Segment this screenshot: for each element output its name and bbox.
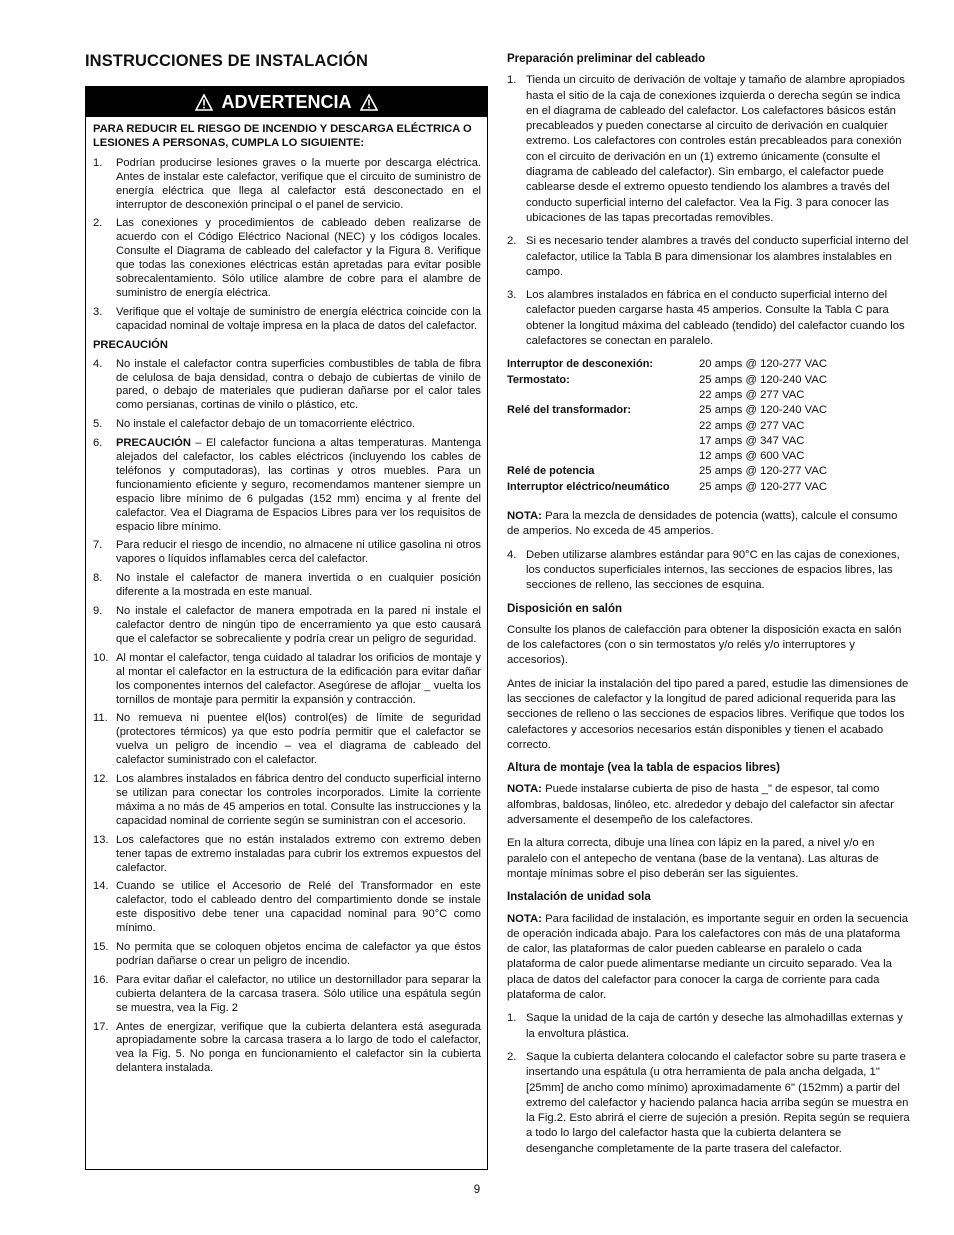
list-item-text: Las conexiones y procedimientos de cableado deben realizarse de acuerdo con el Código Eléctrico Nacional (NEC) y los códigos locales. Consulte el Diagrama de cableado del calefactor y la Figura 8. Verifique que todas las conexiones eléctricas están apretadas para evitar posible sobrecalentamiento. Sólo utilice alambre de cobre para el alambre de suministro de energía eléctrica. (116, 217, 481, 299)
rating-label (507, 388, 699, 403)
height-paragraph: En la altura correcta, dibuje una línea con lápiz en la pared, a nivel y/o en paralelo con el antepecho de ventana (base de la ventana). Las alturas de montaje mínimas sobre el piso deberán ser las siguientes. (507, 837, 879, 880)
rating-label: Interruptor de desconexión: (507, 358, 654, 371)
warning-box (85, 86, 488, 1170)
rating-value: 25 amps @ 120-240 VAC (699, 373, 828, 386)
list-item-number: 13. (93, 833, 109, 846)
list-item (93, 1021, 481, 1077)
list-item-text: Antes de energizar, verifique que la cubierta delantera está asegurada apropiadamente sobre la carcasa trasera a lo largo de todo el calefactor, vea la Fig. 5. No ponga en funcionamiento el calefactor sin la cubierta delantera instalada. (116, 1020, 481, 1075)
rating-label: Relé del transformador: (507, 404, 632, 417)
page-title: INSTRUCCIONES DE INSTALACIÓN (85, 52, 369, 70)
layout-paragraph-1: Consulte los planos de calefacción para obtener la disposición exacta en salón de los calefactores (con o sin termostatos y/o relés y/o interruptores y accesorios). (507, 623, 902, 667)
list-item (93, 306, 481, 334)
warning-body (86, 117, 487, 1076)
list-item (93, 773, 481, 829)
list-item-text: Para reducir el riesgo de incendio, no almacene ni utilice gasolina ni otros vapores o líquidos inflamables cerca del calefactor. (116, 539, 481, 566)
list-item-text: No instale el calefactor contra superficies combustibles de tabla de fibra de celulosa de baja densidad, contra o debajo de cubiertas de vinilo de pared, o debajo de materiales que pudieran dañarse por el calor tales como persianas, cortinas de vinilo o plástico, etc. (116, 357, 481, 412)
rating-value: 17 amps @ 347 VAC (699, 434, 805, 447)
nota-1: NOTA: Para la mezcla de densidades de potencia (watts), calcule el consumo de amperios. No exceda de 45 amperios. (507, 510, 898, 538)
list-item (93, 437, 481, 534)
warning-heading: ADVERTENCIA (221, 91, 352, 112)
list-item (93, 418, 481, 432)
rating-label (507, 419, 699, 434)
list-item-number: 6. (93, 437, 103, 450)
list-item-number: 2. (507, 235, 517, 248)
list-item (93, 157, 481, 213)
list-item (93, 712, 481, 768)
list-item-text: Los alambres instalados en fábrica en el conducto superficial interno del calefactor pueden cargarse hasta 45 amperios. Consulte la Tabla C para obtener la longitud máxima del cableado (tendido) del calefactor cuando los calefactores se conectan en paralelo. (526, 289, 905, 348)
list-item (507, 1011, 912, 1042)
list-item-number: 14. (93, 880, 109, 893)
warning-triangle-icon (360, 94, 378, 111)
rating-label (507, 449, 699, 464)
list-item-text: Tienda un circuito de derivación de voltaje y tamaño de alambre apropiados hasta el sitio de la caja de conexiones izquierda o derecha según se indica en el diagrama de cableado del calefactor. Los calefactores básicos están precableados y pueden conectarse al circuito de derivación en cualquier extremo. Los calefactores con controles están precableados para conexión con el circuito de derivación en un (1) extremo únicamente (consulte el diagrama de cableado del calefactor). Sin embargo, el calefactor puede cablearse desde el extremo opuesto tendiendo los alambres a través del conducto superficial interno del calefactor. Vea la Fig. 3 para conocer las ubicaciones de las tapas precortadas removibles. (526, 74, 905, 224)
list-item-text: No instale el calefactor debajo de un tomacorriente eléctrico. (116, 418, 416, 431)
list-item (93, 974, 481, 1016)
rating-value: 25 amps @ 120-240 VAC (699, 404, 828, 417)
page-number: 9 (473, 1184, 481, 1196)
list-item-text: No remueva ni puentee el(los) control(es) de límite de seguridad (protectores térmicos) ya que esto podría permitir que el calefactor se vuelva un peligro de incendio – vea el diagrama de cableado del calefactor suministrado con el calefactor. (116, 712, 481, 767)
list-item (93, 358, 481, 414)
list-item (93, 652, 481, 708)
list-item-number: 2. (507, 1050, 517, 1063)
list-item-number: 3. (507, 289, 517, 302)
list-item-number: 1. (507, 74, 517, 87)
list-item-body: – El calefactor funciona a altas temperaturas. Mantenga alejados del calefactor, los cables eléctricos (incluyendo los cables de teléfonos y computadoras), las cortinas y otros muebles. Para un funcionamiento eficiente y seguro, recomendamos mantener siempre un espacio libre mínimo de 6 pulgadas (152 mm) encima y al frente del calefactor. Vea el Diagrama de Espacios Libres para ver los requisitos de espacio libre mínimo. (116, 437, 481, 533)
rating-label: Relé de potencia (507, 465, 595, 478)
list-item-number: 3. (93, 305, 103, 318)
rating-value: 22 amps @ 277 VAC (699, 388, 805, 401)
list-item-text (116, 437, 481, 534)
list-item-text: Cuando se utilice el Accesorio de Relé del Transformador en este calefactor, todo el cableado dentro del compartimiento donde se instale este dispositivo debe tener una capacidad nominal para 90°C como mínimo. (116, 880, 481, 935)
list-item (93, 605, 481, 647)
left-column (85, 52, 489, 71)
right-column (507, 52, 912, 1165)
list-item-number: 9. (93, 605, 103, 618)
single-unit-heading: Instalación de unidad sola (507, 891, 651, 904)
height-heading: Altura de montaje (vea la tabla de espacios libres) (507, 762, 780, 775)
list-item-text: Al montar el calefactor, tenga cuidado al taladrar los orificios de montaje y al montar el calefactor en la estructura de la edificación para evitar dañar los componentes internos del calefactor. Asegúrese de aflojar _ vuelta los tornillos de montaje para permitir la expansión y contracción. (116, 651, 481, 706)
list-item-text: Podrían producirse lesiones graves o la muerte por descarga eléctrica. Antes de instalar este calefactor, verifique que el circuito de suministro de energía eléctrica que llega al calefactor está desconectado en el interruptor de desconexión principal o el panel de servicio. (116, 156, 481, 211)
list-item-number: 4. (93, 357, 103, 370)
list-item-text: Si es necesario tender alambres a través del conducto superficial interno del calefactor, utilice la Tabla B para dimensionar los alambres instalables en campo. (526, 235, 909, 278)
list-item (507, 288, 912, 349)
list-item-lead: PRECAUCIÓN (116, 437, 191, 450)
list-item (507, 234, 912, 280)
wiring-heading: Preparación preliminar del cableado (507, 53, 706, 65)
list-item-text: Saque la unidad de la caja de cartón y deseche las almohadillas externas y la envoltura plástica. (526, 1012, 903, 1040)
list-item-text: Verifique que el voltaje de suministro de energía eléctrica coincide con la capacidad nominal de voltaje impresa en la placa de datos del calefactor. (116, 305, 481, 332)
list-item-number: 16. (93, 973, 109, 986)
list-item-number: 5. (93, 418, 103, 431)
list-item (93, 834, 481, 876)
layout-heading: Disposición en salón (507, 602, 623, 615)
list-item-number: 1. (93, 156, 103, 169)
list-item-text: No permita que se coloquen objetos encima de calefactor ya que éstos podrían dañarse o crear un peligro de incendio. (116, 941, 481, 967)
list-item-number: 15. (93, 941, 109, 954)
list-item (507, 73, 912, 226)
rating-value: 22 amps @ 277 VAC (699, 419, 805, 432)
list-item (93, 572, 481, 600)
warning-triangle-icon (195, 94, 213, 111)
layout-paragraph-2: Antes de iniciar la instalación del tipo pared a pared, estudie las dimensiones de las secciones de calefactor y la longitud de pared adicional requerida para las secciones de relleno o las secciones de espacios libres. Verifique que todos los calefactores y accesorios necesarios están disponibles y tienen el acabado correcto. (507, 677, 909, 751)
ratings-table (507, 357, 912, 495)
precaution-list (93, 358, 481, 1077)
list-item-text: Saque la cubierta delantera colocando el calefactor sobre su parte trasera e insertando una espátula (u otra herramienta de pala ancha delgada, 1" [25mm] de ancho como mínimo) aproximadamente 6" (152mm) a partir del extremo del calefactor y haciendo palanca hacia arriba según se muestra en la Fig.2. Esto abrirá el cierre de sujeción a presión. Repita según se requiera a todo lo largo del calefactor hasta que la cubierta delantera se desenganche completamente de la parte trasera del calefactor. (526, 1050, 910, 1155)
wiring-list (507, 73, 912, 349)
list-item-number: 1. (507, 1012, 517, 1025)
warning-list (93, 157, 481, 334)
list-item-number: 17. (93, 1020, 109, 1033)
list-item (93, 539, 481, 567)
list-item-number: 11. (93, 712, 108, 725)
list-item (93, 880, 481, 936)
wiring-item-4: 4. Deben utilizarse alambres estándar para 90°C en las cajas de conexiones, los conductos superficiales internos, las secciones de espacios libres, las secciones de relleno, las secciones de esquina. (507, 548, 900, 592)
list-item (93, 217, 481, 300)
nota-3: NOTA: Para facilidad de instalación, es importante seguir en orden la secuencia de operación indicada abajo. Para los calefactores con más de una plataforma de calor, las plataformas de calor pueden cablearse en paralelo o cada plataforma de calor puede alimentarse mediante un circuito separado. Vea la placa de datos del calefactor para conocer la carga de corriente para cada plataforma de calor. (507, 912, 909, 1002)
rating-value: 25 amps @ 120-277 VAC (699, 480, 828, 493)
list-item-number: 12. (93, 773, 109, 786)
list-item-number: 2. (93, 217, 103, 230)
list-item-number: 7. (93, 539, 103, 552)
list-item-text: No instale el calefactor de manera invertida o en cualquier posición diferente a la mostrada en este manual. (116, 572, 481, 599)
list-item-text: Los calefactores que no están instalados extremo con extremo deben tener tapas de extremo instaladas para cubrir los extremos expuestos del calefactor. (116, 833, 481, 874)
rating-value: 12 amps @ 600 VAC (699, 450, 805, 463)
rating-label: Termostato: (507, 373, 570, 386)
list-item (507, 1050, 912, 1157)
single-unit-list (507, 1011, 912, 1157)
warning-intro: PARA REDUCIR EL RIESGO DE INCENDIO Y DESCARGA ELÉCTRICA O LESIONES A PERSONAS, CUMPLA LO SIGUIENTE: (93, 123, 472, 149)
list-item (93, 941, 481, 969)
nota-2: NOTA: Puede instalarse cubierta de piso de hasta _" de espesor, tal como alfombras, baldosas, linóleo, etc. alrededor y debajo del calefactor sin afectar adversamente el desempeño de los calefactores. (507, 783, 894, 827)
warning-header (86, 87, 487, 117)
list-item-text: Los alambres instalados en fábrica dentro del conducto superficial interno se utilizan para conectar los controles incorporados. Limite la corriente máxima a no más de 45 amperios en total. Consulte las instrucciones y la capacidad nominal de corriente según se suministran con el accesorio. (116, 773, 481, 827)
rating-value: 25 amps @ 120-277 VAC (699, 465, 828, 478)
rating-value: 20 amps @ 120-277 VAC (699, 358, 828, 371)
rating-label (507, 434, 699, 449)
precaution-label: PRECAUCIÓN (93, 338, 168, 351)
list-item-text: Para evitar dañar el calefactor, no utilice un destornillador para separar la cubierta delantera de la carcasa trasera. Sólo utilice una espátula según se muestra, vea la Fig. 2 (116, 973, 481, 1014)
list-item-number: 8. (93, 572, 103, 585)
list-item-text: No instale el calefactor de manera empotrada en la pared ni instale el calefactor dentro de ningún tipo de encerramiento ya que esto causará que el calefactor se sobrecaliente y podría crear un peligro de seguridad. (116, 605, 481, 645)
rating-label: Interruptor eléctrico/neumático (507, 480, 670, 493)
list-item-number: 10. (93, 651, 109, 664)
